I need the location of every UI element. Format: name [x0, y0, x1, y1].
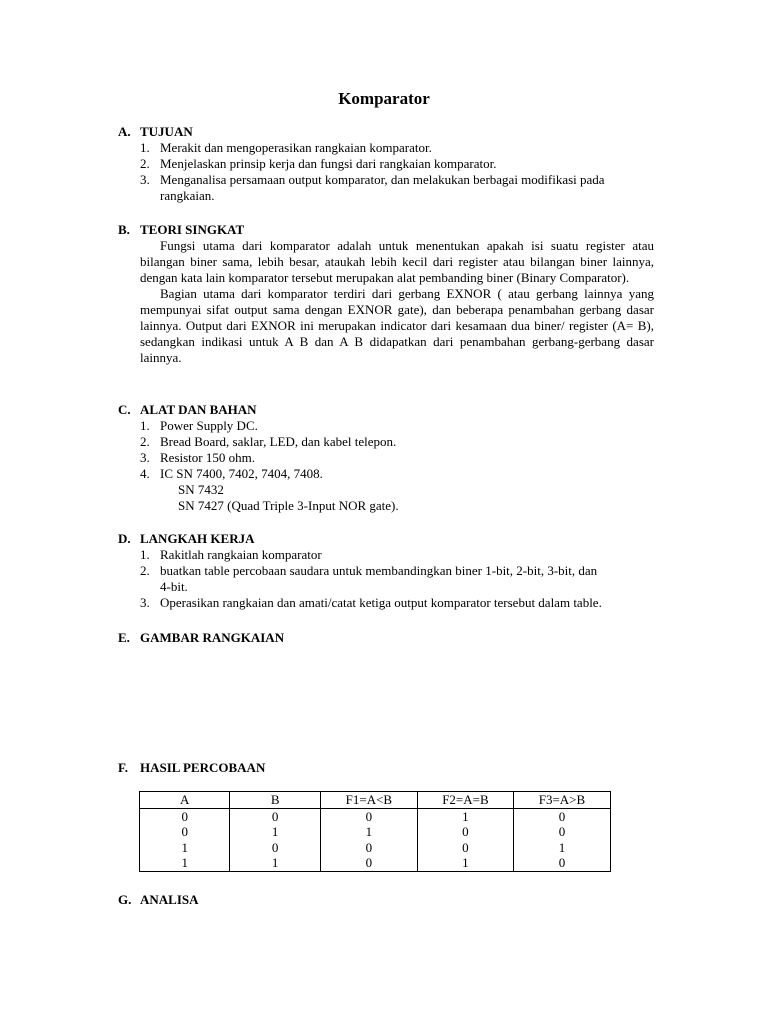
list-item [118, 547, 654, 563]
ic-sub-item: SN 7427 (Quad Triple 3-Input NOR gate). [178, 498, 399, 513]
page-title: Komparator [338, 89, 430, 108]
item-text-continued: 4-bit. [160, 579, 188, 594]
section-title: LANGKAH KERJA [140, 531, 255, 546]
table-row [140, 824, 611, 840]
table-cell: 0 [230, 808, 320, 824]
table-cell: 0 [230, 840, 320, 856]
list-item [118, 563, 654, 595]
table-cell: 1 [417, 808, 513, 824]
section-letter: F. [118, 760, 128, 775]
list-item [118, 466, 654, 482]
table-cell: 0 [320, 808, 417, 824]
item-number: 2. [140, 563, 150, 578]
section-title: TEORI SINGKAT [140, 222, 245, 237]
item-text: Menjelaskan prinsip kerja dan fungsi dari rangkaian komparator. [160, 156, 497, 171]
section-analisa [118, 892, 654, 908]
item-text: Resistor 150 ohm. [160, 450, 255, 465]
item-number: 3. [140, 450, 150, 465]
section-heading [118, 222, 654, 238]
equipment-list [118, 418, 654, 482]
table-row [140, 840, 611, 856]
item-number: 4. [140, 466, 150, 481]
ic-sub-item: SN 7432 [178, 482, 224, 497]
table-cell: 1 [417, 855, 513, 871]
table-cell: 0 [417, 824, 513, 840]
item-text: Power Supply DC. [160, 418, 258, 433]
section-heading [118, 124, 654, 140]
section-heading [118, 892, 654, 908]
section-letter: D. [118, 531, 131, 546]
item-text: Merakit dan mengoperasikan rangkaian komparator. [160, 140, 432, 155]
table-cell: 0 [513, 824, 610, 840]
list-item [118, 156, 654, 172]
item-text: Rakitlah rangkaian komparator [160, 547, 322, 562]
item-number: 2. [140, 156, 150, 171]
table-cell: 1 [513, 840, 610, 856]
table-cell: 0 [513, 808, 610, 824]
table-header-row [140, 792, 611, 809]
table-cell: 0 [320, 855, 417, 871]
table-cell: 1 [230, 824, 320, 840]
table-cell: 1 [230, 855, 320, 871]
column-header-a: A [140, 792, 230, 809]
section-hasil-percobaan [118, 760, 654, 776]
item-text: IC SN 7400, 7402, 7404, 7408. [160, 466, 323, 481]
item-text: buatkan table percobaan saudara untuk membandingkan biner 1-bit, 2-bit, 3-bit, dan [160, 563, 598, 578]
item-number: 3. [140, 595, 150, 610]
list-item [118, 595, 654, 611]
column-header-b: B [230, 792, 320, 809]
result-table [139, 791, 611, 872]
table-cell: 0 [417, 840, 513, 856]
table-row [140, 855, 611, 871]
section-heading [118, 760, 654, 776]
section-heading [118, 630, 654, 646]
list-item [118, 450, 654, 466]
list-item [118, 418, 654, 434]
item-text: Menganalisa persamaan output komparator, dan melakukan berbagai modifikasi pada [160, 172, 605, 187]
section-langkah-kerja [118, 531, 654, 611]
theory-paragraph: Fungsi utama dari komparator adalah untuk menentukan apakah isi suatu register atau bilangan biner sama, lebih besar, ataukah lebih kecil dari register atau bilangan biner lainnya, dengan kata lain komparator tersebut merupakan alat pembanding biner (Binary Comparator). [140, 238, 654, 285]
table-cell: 0 [320, 840, 417, 856]
section-teori-singkat [118, 222, 654, 366]
section-letter: G. [118, 892, 132, 907]
section-letter: C. [118, 402, 131, 417]
list-item [118, 140, 654, 156]
item-number: 3. [140, 172, 150, 187]
section-title: GAMBAR RANGKAIAN [140, 630, 285, 645]
section-letter: E. [118, 630, 130, 645]
item-number: 2. [140, 434, 150, 449]
item-number: 1. [140, 140, 150, 155]
item-number: 1. [140, 547, 150, 562]
item-text: Operasikan rangkaian dan amati/catat ketiga output komparator tersebut dalam table. [160, 595, 602, 610]
table-cell: 0 [140, 808, 230, 824]
section-alat-dan-bahan [118, 402, 654, 514]
section-tujuan [118, 124, 654, 204]
list-item [118, 172, 654, 204]
column-header-f1: F1=A<B [320, 792, 417, 809]
section-heading [118, 531, 654, 547]
theory-paragraph: Bagian utama dari komparator terdiri dari gerbang EXNOR ( atau gerbang lainnya yang mempunyai sifat output sama dengan EXNOR gate), dan beberapa penambahan gerbang dasar lainnya. Output dari EXNOR ini merupakan indicator dari kesamaan dua biner/ register (A= B), sedangkan indikasi untuk A B dan A B didapatkan dari penambahan gerbang-gerbang dasar lainnya. [140, 286, 654, 365]
table-cell: 1 [320, 824, 417, 840]
section-title: TUJUAN [140, 124, 193, 139]
table-cell: 1 [140, 855, 230, 871]
section-gambar-rangkaian [118, 630, 654, 646]
procedure-list [118, 547, 654, 611]
item-text-continued: rangkaian. [160, 188, 215, 203]
column-header-f3: F3=A>B [513, 792, 610, 809]
item-number: 1. [140, 418, 150, 433]
objective-list [118, 140, 654, 204]
table-cell: 0 [513, 855, 610, 871]
section-letter: B. [118, 222, 130, 237]
table-cell: 0 [140, 824, 230, 840]
section-title: ALAT DAN BAHAN [140, 402, 257, 417]
column-header-f2: F2=A=B [417, 792, 513, 809]
table-row [140, 808, 611, 824]
table-cell: 1 [140, 840, 230, 856]
section-heading [118, 402, 654, 418]
section-letter: A. [118, 124, 131, 139]
list-item [118, 434, 654, 450]
section-title: HASIL PERCOBAAN [140, 760, 266, 775]
section-title: ANALISA [140, 892, 199, 907]
item-text: Bread Board, saklar, LED, dan kabel telepon. [160, 434, 397, 449]
